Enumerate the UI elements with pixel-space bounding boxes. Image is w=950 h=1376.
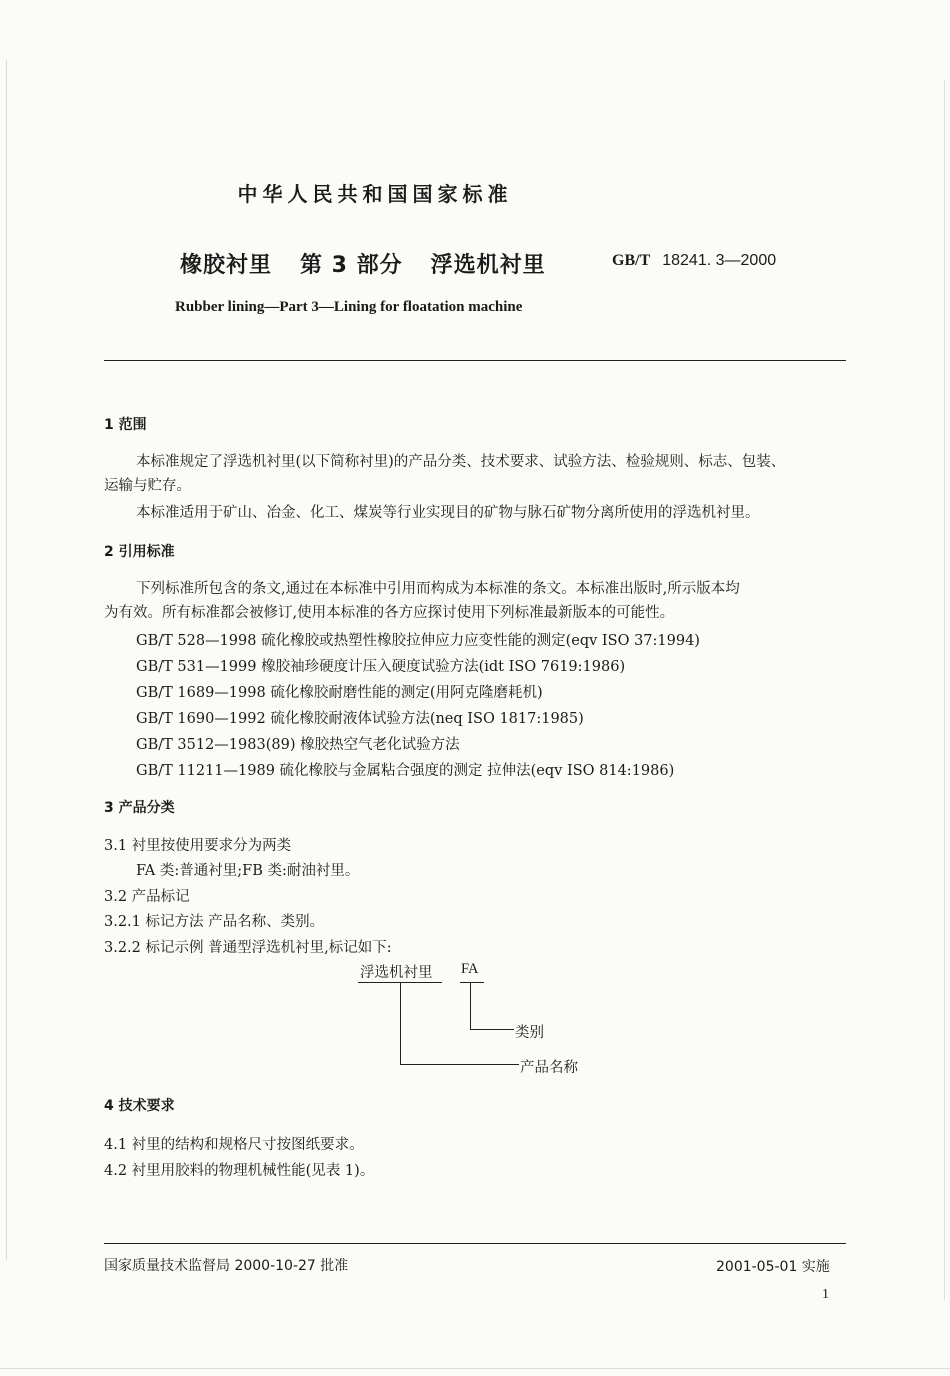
reference-item: GB/T 528—1998 硫化橡胶或热塑性橡胶拉伸应力应变性能的测定(eqv ISO 37:1994) xyxy=(136,633,700,649)
footer-divider xyxy=(104,1243,846,1244)
title-part-2: 第 3 部分 xyxy=(300,253,403,278)
clause-3-2: 3.2 产品标记 xyxy=(104,889,190,905)
title-part-3: 浮选机衬里 xyxy=(430,253,546,278)
reference-item: GB/T 1689—1998 硫化橡胶耐磨性能的测定(用阿克隆磨耗机) xyxy=(136,685,543,701)
section-2-intro-line1: 下列标准所包含的条文,通过在本标准中引用而构成为本标准的条文。本标准出版时,所示版本均 xyxy=(136,581,740,597)
diagram-code: FA xyxy=(461,961,479,977)
diagram-vertical-code xyxy=(470,982,471,1030)
reference-item: GB/T 1690—1992 硫化橡胶耐液体试验方法(neq ISO 1817:1985) xyxy=(136,711,584,727)
standard-prefix: GB/T xyxy=(612,252,651,269)
standard-number: 18241. 3—2000 xyxy=(662,252,777,269)
section-2-intro-line2: 为有效。所有标准都会被修订,使用本标准的各方应探讨使用下列标准最新版本的可能性。 xyxy=(104,605,675,621)
reference-item: GB/T 531—1999 橡胶袖珍硬度计压入硬度试验方法(idt ISO 7619:1986) xyxy=(136,659,626,675)
english-title: Rubber lining—Part 3—Lining for floatation machine xyxy=(175,299,523,315)
scan-edge-bottom xyxy=(0,1368,950,1369)
section-2-heading: 2 引用标准 xyxy=(104,544,175,560)
approval-info: 国家质量技术监督局 2000-10-27 批准 xyxy=(104,1258,349,1274)
clause-3-1-detail: FA 类:普通衬里;FB 类:耐油衬里。 xyxy=(136,863,360,879)
section-1-para1-line2: 运输与贮存。 xyxy=(104,478,191,494)
clause-3-1: 3.1 衬里按使用要求分为两类 xyxy=(104,838,292,854)
clause-3-2-1: 3.2.1 标记方法 产品名称、类别。 xyxy=(104,914,325,930)
clause-4-1: 4.1 衬里的结构和规格尺寸按图纸要求。 xyxy=(104,1137,364,1153)
section-1-para2: 本标准适用于矿山、冶金、化工、煤炭等行业实现目的矿物与脉石矿物分离所使用的浮选机衬里。 xyxy=(136,505,760,521)
page-number: 1 xyxy=(822,1287,829,1302)
diagram-horizontal-product xyxy=(400,1064,519,1065)
section-1-heading: 1 范围 xyxy=(104,417,147,433)
scan-edge-right xyxy=(944,80,945,1300)
clause-3-2-2: 3.2.2 标记示例 普通型浮选机衬里,标记如下: xyxy=(104,940,392,956)
diagram-product-name: 浮选机衬里 xyxy=(360,965,433,981)
title-part-1: 橡胶衬里 xyxy=(180,253,273,278)
reference-item: GB/T 11211—1989 硫化橡胶与金属粘合强度的测定 拉伸法(eqv ISO 814:1986) xyxy=(136,763,675,779)
clause-4-2: 4.2 衬里用胶料的物理机械性能(见表 1)。 xyxy=(104,1163,375,1179)
diagram-horizontal-code xyxy=(470,1029,514,1030)
header-divider xyxy=(104,360,846,361)
section-4-heading: 4 技术要求 xyxy=(104,1098,175,1114)
diagram-underline-code xyxy=(460,982,484,983)
implementation-date: 2001-05-01 实施 xyxy=(716,1259,830,1275)
reference-item: GB/T 3512—1983(89) 橡胶热空气老化试验方法 xyxy=(136,737,460,753)
section-1-para1-line1: 本标准规定了浮选机衬里(以下简称衬里)的产品分类、技术要求、试验方法、检验规则、标志、包装、 xyxy=(136,454,786,470)
diagram-vertical-product xyxy=(400,982,401,1065)
standard-code xyxy=(612,252,776,270)
national-standard-heading: 中华人民共和国国家标准 xyxy=(237,182,513,206)
diagram-label-category: 类别 xyxy=(515,1025,544,1041)
section-3-heading: 3 产品分类 xyxy=(104,800,175,816)
diagram-label-product: 产品名称 xyxy=(520,1060,578,1076)
document-title xyxy=(180,248,574,279)
scan-edge-left xyxy=(6,60,7,1260)
